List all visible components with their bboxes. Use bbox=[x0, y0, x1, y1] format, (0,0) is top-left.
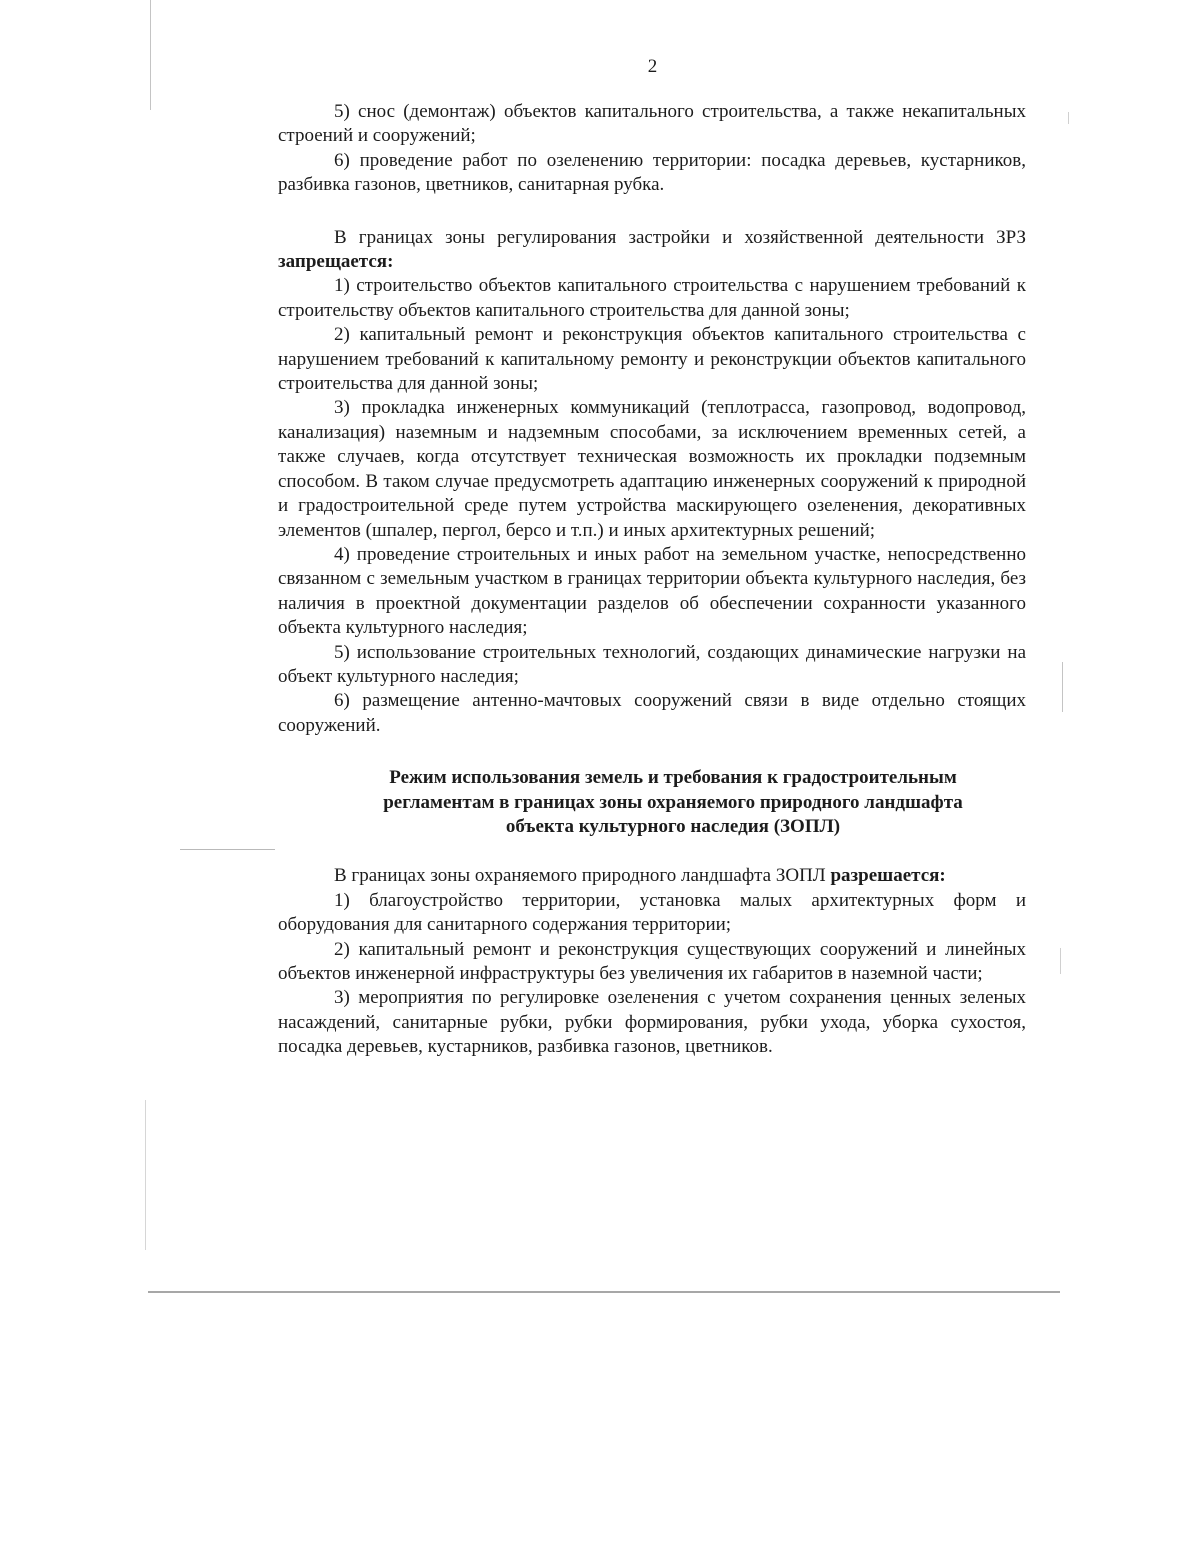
scan-dash-left bbox=[180, 849, 275, 850]
paragraph bbox=[278, 641, 1026, 690]
paragraph bbox=[278, 100, 1026, 149]
paragraph-text: 2) капитальный ремонт и реконструкция существующих сооружений и линейных объектов инженерной инфраструктуры без увеличения их габаритов в наземной части; bbox=[278, 938, 1026, 984]
page-number: 2 bbox=[647, 56, 658, 77]
section-heading bbox=[278, 766, 1026, 839]
paragraph-gap bbox=[278, 738, 1026, 766]
paragraph-gap bbox=[278, 839, 1026, 864]
paragraph bbox=[278, 149, 1026, 198]
paragraph bbox=[278, 543, 1026, 641]
scan-margin-line-left bbox=[150, 0, 151, 110]
paragraph bbox=[278, 396, 1026, 542]
paragraph-text: В границах зоны охраняемого природного ландшафта ЗОПЛ bbox=[334, 865, 831, 887]
scan-margin-mark-right-2 bbox=[1060, 948, 1061, 974]
section-heading-line: объекта культурного наследия (ЗОПЛ) bbox=[505, 815, 841, 837]
paragraph bbox=[278, 889, 1026, 938]
paragraph bbox=[278, 864, 1026, 888]
scan-margin-mark-right-1 bbox=[1062, 662, 1063, 712]
paragraph-text: 5) использование строительных технологий, создающих динамические нагрузки на объект культурного наследия; bbox=[278, 641, 1026, 687]
paragraph-text: 4) проведение строительных и иных работ на земельном участке, непосредственно связанном с земельным участком в границах территории объекта культурного наследия, без наличия в проектной документации разделов об обеспечении сохранности указанного объекта культурного наследия; bbox=[278, 543, 1026, 639]
section-heading-line: регламентам в границах зоны охраняемого природного ландшафта bbox=[383, 791, 963, 813]
paragraph-text: 6) размещение антенно-мачтовых сооружений связи в виде отдельно стоящих сооружений. bbox=[278, 690, 1026, 736]
paragraph-text: 1) строительство объектов капитального строительства с нарушением требований к строительству объектов капитального строительства для данной зоны; bbox=[278, 275, 1026, 321]
paragraph bbox=[278, 689, 1026, 738]
paragraph-bold-text: запрещается: bbox=[278, 251, 394, 273]
paragraph-bold-text: разрешается: bbox=[830, 865, 946, 887]
scan-bottom-line bbox=[148, 1291, 1060, 1293]
paragraph-text: 2) капитальный ремонт и реконструкция объектов капитального строительства с нарушением требований к капитальному ремонту и реконструкции объектов капитального строительства для данной зоны; bbox=[278, 324, 1026, 395]
paragraph-text: 5) снос (демонтаж) объектов капитального строительства, а также некапитальных строений и сооружений; bbox=[278, 101, 1026, 147]
paragraph-text: 1) благоустройство территории, установка малых архитектурных форм и оборудования для санитарного содержания территории; bbox=[278, 889, 1026, 936]
paragraph-text: 6) проведение работ по озеленению территории: посадка деревьев, кустарников, разбивка газонов, цветников, санитарная рубка. bbox=[278, 149, 1026, 196]
paragraph-gap bbox=[278, 198, 1026, 226]
scan-margin-mark-right-3 bbox=[1068, 112, 1069, 124]
paragraph bbox=[278, 274, 1026, 323]
paragraph bbox=[278, 938, 1026, 987]
paragraph-text: 3) прокладка инженерных коммуникаций (теплотрасса, газопровод, водопровод, канализация) наземным и надземным способами, за исключением временных сетей, а также случаев, когда отсутствует техническая возможность их прокладки подземным способом. В таком случае предусмотреть адаптацию инженерных сооружений к природной и градостроительной среде путем устройства маскирующего озеленения, декоративных элементов (шпалер, пергол, берсо и т.п.) и иных архитектурных решений; bbox=[278, 397, 1026, 541]
paragraph-text: 3) мероприятия по регулировке озеленения с учетом сохранения ценных зеленых насаждений, санитарные рубки, рубки формирования, рубки ухода, уборка сухостоя, посадка деревьев, кустарников, разбивка газонов, цветников. bbox=[278, 987, 1026, 1058]
paragraph-text: В границах зоны регулирования застройки и хозяйственной деятельности ЗРЗ bbox=[334, 226, 1026, 248]
scan-margin-line-left-lower bbox=[145, 1100, 146, 1250]
paragraph bbox=[278, 226, 1026, 275]
document-body bbox=[278, 100, 1026, 1060]
paragraph bbox=[278, 986, 1026, 1059]
section-heading-line: Режим использования земель и требования к градостроительным bbox=[389, 767, 957, 789]
paragraph bbox=[278, 323, 1026, 396]
